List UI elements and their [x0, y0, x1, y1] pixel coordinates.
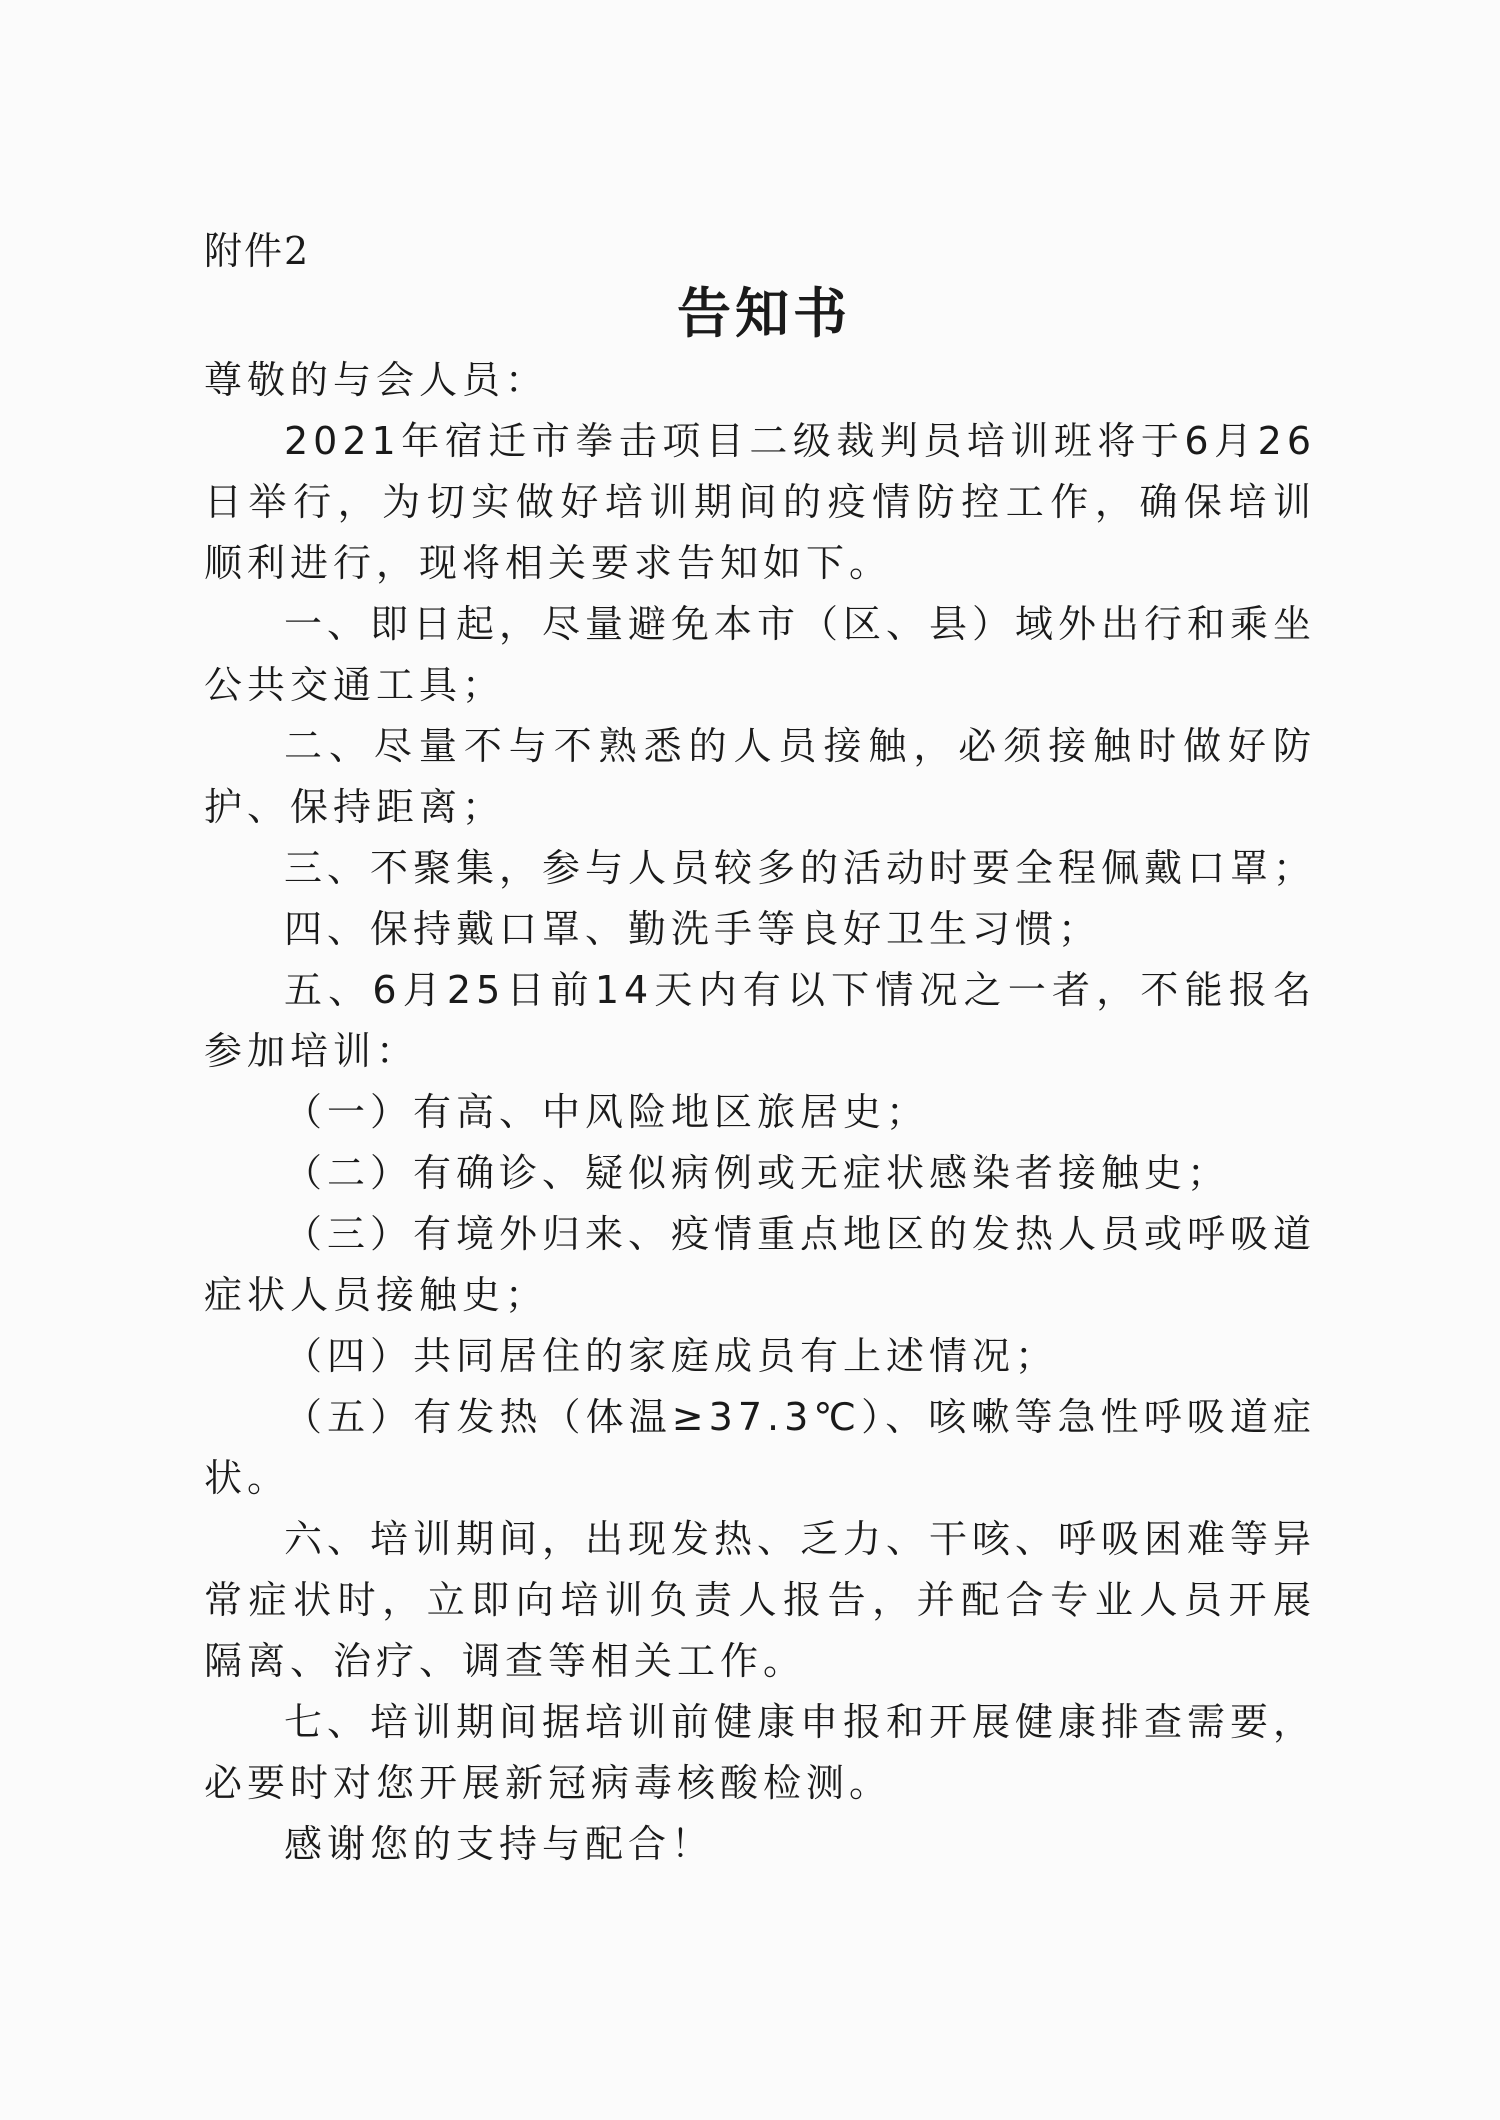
attachment-label: 附件2 [204, 229, 311, 273]
requirement-2: 二、尽量不与不熟悉的人员接触，必须接触时做好防护、保持距离； [204, 724, 1316, 829]
condition-2: （二）有确诊、疑似病例或无症状感染者接触史； [284, 1151, 1231, 1195]
requirement-4: 四、保持戴口罩、勤洗手等良好卫生习惯； [284, 907, 1102, 951]
greeting: 尊敬的与会人员： [204, 358, 549, 402]
requirement-1: 一、即日起，尽量避免本市（区、县）域外出行和乘坐公共交通工具； [204, 602, 1317, 707]
document-title: 告知书 [677, 281, 851, 345]
closing-thanks: 感谢您的支持与配合！ [284, 1822, 715, 1866]
condition-5: （五）有发热（体温≥37.3℃）、咳嗽等急性呼吸道症状。 [204, 1395, 1316, 1500]
requirement-6: 六、培训期间，出现发热、乏力、干咳、呼吸困难等异常症状时，立即向培训负责人报告，并配合专业人员开展隔离、治疗、调查等相关工作。 [204, 1517, 1317, 1683]
requirement-7: 七、培训期间据培训前健康申报和开展健康排查需要，必要时对您开展新冠病毒核酸检测。 [204, 1700, 1317, 1805]
intro-paragraph: 2021年宿迁市拳击项目二级裁判员培训班将于6月26日举行，为切实做好培训期间的疫情防控工作，确保培训顺利进行，现将相关要求告知如下。 [204, 419, 1316, 585]
document-body [204, 350, 1316, 1875]
requirement-5: 五、6月25日前14天内有以下情况之一者，不能报名参加培训： [204, 968, 1316, 1073]
requirement-3: 三、不聚集，参与人员较多的活动时要全程佩戴口罩； [284, 846, 1317, 890]
condition-1: （一）有高、中风险地区旅居史； [284, 1090, 930, 1134]
condition-3: （三）有境外归来、疫情重点地区的发热人员或呼吸道症状人员接触史； [204, 1212, 1317, 1317]
condition-4: （四）共同居住的家庭成员有上述情况； [284, 1334, 1059, 1378]
